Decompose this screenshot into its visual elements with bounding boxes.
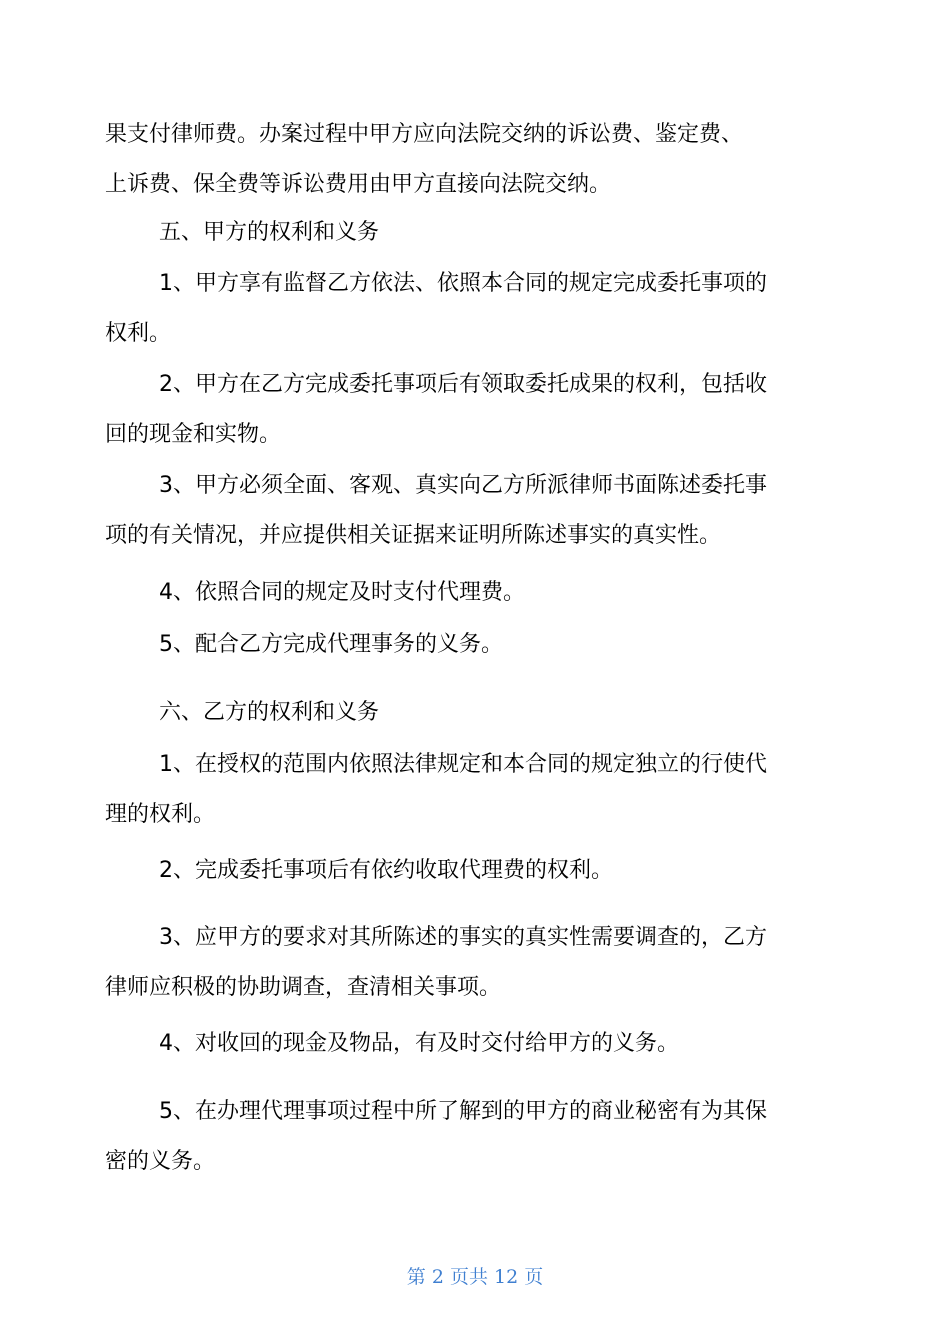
page-number-footer: 第 2 页共 12 页 (406, 1266, 544, 1288)
text-line: 5、在办理代理事项过程中所了解到的甲方的商业秘密有为其保 (159, 1099, 767, 1124)
text-line: 项的有关情况，并应提供相关证据来证明所陈述事实的真实性。 (105, 523, 722, 548)
section-heading-party-b (105, 688, 899, 738)
text-line: 权利。 (105, 321, 172, 346)
paragraph-a-1-cont (105, 309, 845, 359)
text-line: 1、甲方享有监督乙方依法、依照本合同的规定完成委托事项的 (159, 271, 767, 296)
paragraph-a-3-cont (105, 511, 845, 561)
text-line: 上诉费、保全费等诉讼费用由甲方直接向法院交纳。 (105, 172, 612, 197)
paragraph-a-1 (105, 259, 899, 309)
text-line: 2、甲方在乙方完成委托事项后有领取委托成果的权利，包括收 (159, 372, 767, 397)
paragraph-b-3-cont (105, 963, 845, 1013)
text-line: 1、在授权的范围内依照法律规定和本合同的规定独立的行使代 (159, 752, 767, 777)
paragraph-fee-continuation (105, 110, 845, 210)
paragraph-b-1 (105, 740, 899, 790)
paragraph-b-3 (105, 913, 899, 963)
text-line: 5、配合乙方完成代理事务的义务。 (159, 632, 503, 657)
text-line: 4、依照合同的规定及时支付代理费。 (159, 580, 525, 605)
text-line: 4、对收回的现金及物品，有及时交付给甲方的义务。 (159, 1031, 679, 1056)
text-line: 回的现金和实物。 (105, 422, 282, 447)
paragraph-b-4 (105, 1019, 899, 1069)
text-line: 果支付律师费。办案过程中甲方应向法院交纳的诉讼费、鉴定费、 (105, 122, 744, 147)
text-line: 理的权利。 (105, 802, 216, 827)
paragraph-b-5 (105, 1087, 899, 1137)
text-line: 密的义务。 (105, 1149, 216, 1174)
text-line: 3、应甲方的要求对其所陈述的事实的真实性需要调查的，乙方 (159, 925, 767, 950)
text-line: 律师应积极的协助调查，查清相关事项。 (105, 975, 502, 1000)
text-line: 3、甲方必须全面、客观、真实向乙方所派律师书面陈述委托事 (159, 473, 767, 498)
paragraph-b-1-cont (105, 790, 845, 840)
section-heading-text: 五、甲方的权利和义务 (159, 220, 380, 245)
paragraph-b-2 (105, 846, 899, 896)
paragraph-a-5 (105, 620, 899, 670)
paragraph-a-3 (105, 461, 899, 511)
section-heading-text: 六、乙方的权利和义务 (159, 700, 380, 725)
paragraph-a-2-cont (105, 410, 845, 460)
paragraph-b-5-cont (105, 1137, 845, 1187)
paragraph-a-4 (105, 568, 899, 618)
paragraph-a-2 (105, 360, 899, 410)
text-line: 2、完成委托事项后有依约收取代理费的权利。 (159, 858, 613, 883)
section-heading-party-a (105, 208, 899, 258)
